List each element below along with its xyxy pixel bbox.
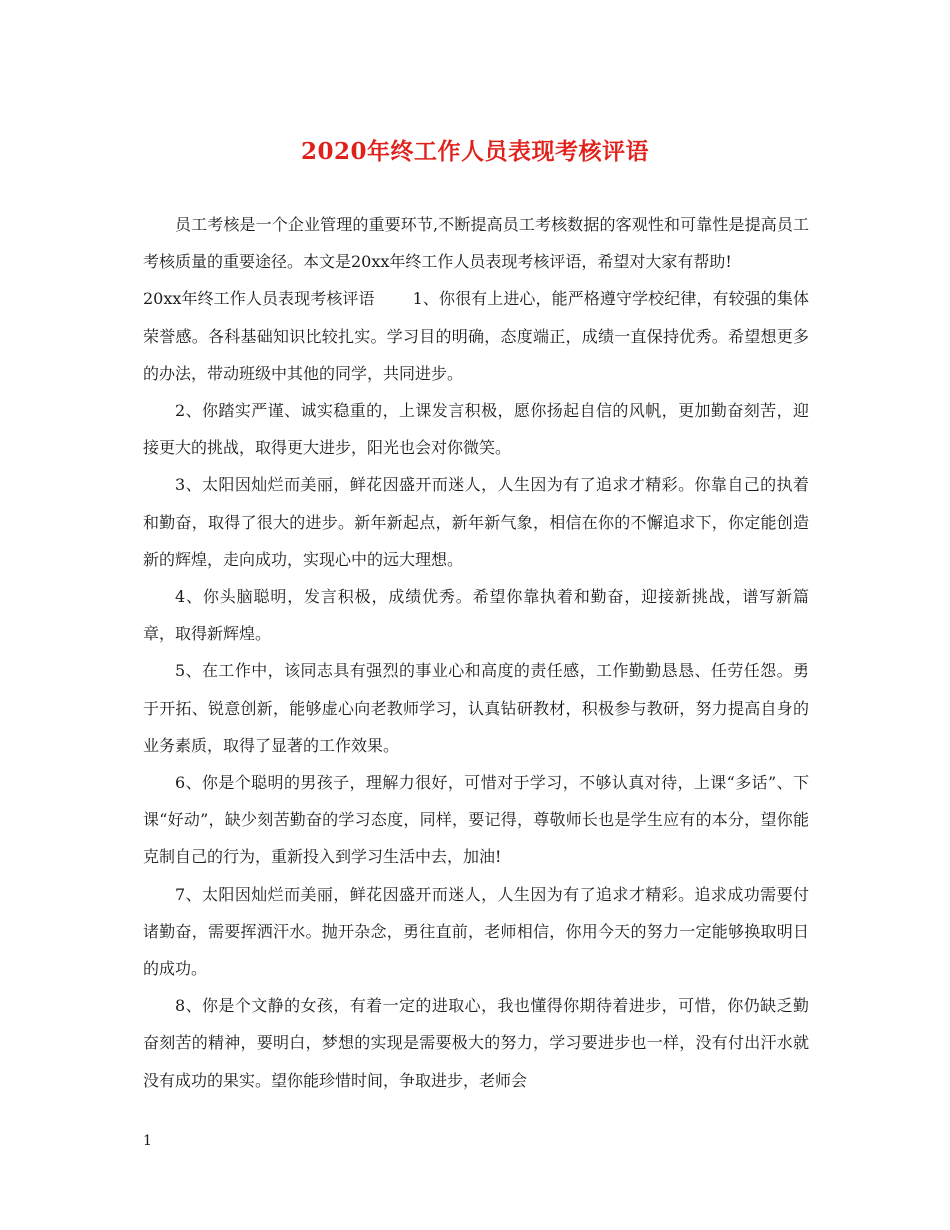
comment-item-7: 7、太阳因灿烂而美丽，鲜花因盛开而迷人，人生因为有了追求才精彩。追求成功需要付诸勤奋，需要挥洒汗水。抛开杂念，勇往直前，老师相信，你用今天的努力一定能够换取明日的成功。 <box>143 884 809 979</box>
page-number: 1 <box>143 1133 152 1149</box>
section-heading: 20xx年终工作人员表现考核评语 <box>143 289 375 309</box>
intro-paragraph: 员工考核是一个企业管理的重要环节,不断提高员工考核数据的客观性和可靠性是提高员工考核质量的重要途径。本文是20xx年终工作人员表现考核评语，希望对大家有帮助! <box>143 215 809 272</box>
comment-item-6: 6、你是个聪明的男孩子，理解力很好，可惜对于学习，不够认真对待，上课“多话”、下课“好动”，缺少刻苦勤奋的学习态度，同样，要记得，尊敬师长也是学生应有的本分，望你能克制自己的行为，重新投入到学习生活中去，加油! <box>143 773 809 867</box>
comment-item-5: 5、在工作中，该同志具有强烈的事业心和高度的责任感，工作勤勤恳恳、任劳任怨。勇于开拓、锐意创新，能够虚心向老教师学习，认真钻研教材，积极参与教研，努力提高自身的业务素质，取得了显著的工作效果。 <box>143 661 809 755</box>
comment-item-8: 8、你是个文静的女孩，有着一定的进取心，我也懂得你期待着进步，可惜，你仍缺乏勤奋刻苦的精神，要明白，梦想的实现是需要极大的努力，学习要进步也一样，没有付出汗水就没有成功的果实。望你能珍惜时间，争取进步，老师会 <box>143 996 809 1090</box>
document-body <box>143 206 809 1099</box>
section-paragraph <box>143 280 809 392</box>
comment-item-1: 1、你很有上进心，能严格遵守学校纪律，有较强的集体荣誉感。各科基础知识比较扎实。学习目的明确，态度端正，成绩一直保持优秀。希望想更多的办法，带动班级中其他的同学，共同进步。 <box>143 289 809 383</box>
comment-item-2: 2、你踏实严谨、诚实稳重的，上课发言积极，愿你扬起自信的风帆，更加勤奋刻苦，迎接更大的挑战，取得更大进步，阳光也会对你微笑。 <box>143 401 809 458</box>
comment-item-3: 3、太阳因灿烂而美丽，鲜花因盛开而迷人，人生因为有了追求才精彩。你靠自己的执着和勤奋，取得了很大的进步。新年新起点，新年新气象，相信在你的不懈追求下，你定能创造新的辉煌，走向成功，实现心中的远大理想。 <box>143 475 809 569</box>
comment-item-4: 4、你头脑聪明，发言积极，成绩优秀。希望你靠执着和勤奋，迎接新挑战，谱写新篇章，取得新辉煌。 <box>143 587 809 644</box>
document-title: 2020年终工作人员表现考核评语 <box>300 138 649 165</box>
